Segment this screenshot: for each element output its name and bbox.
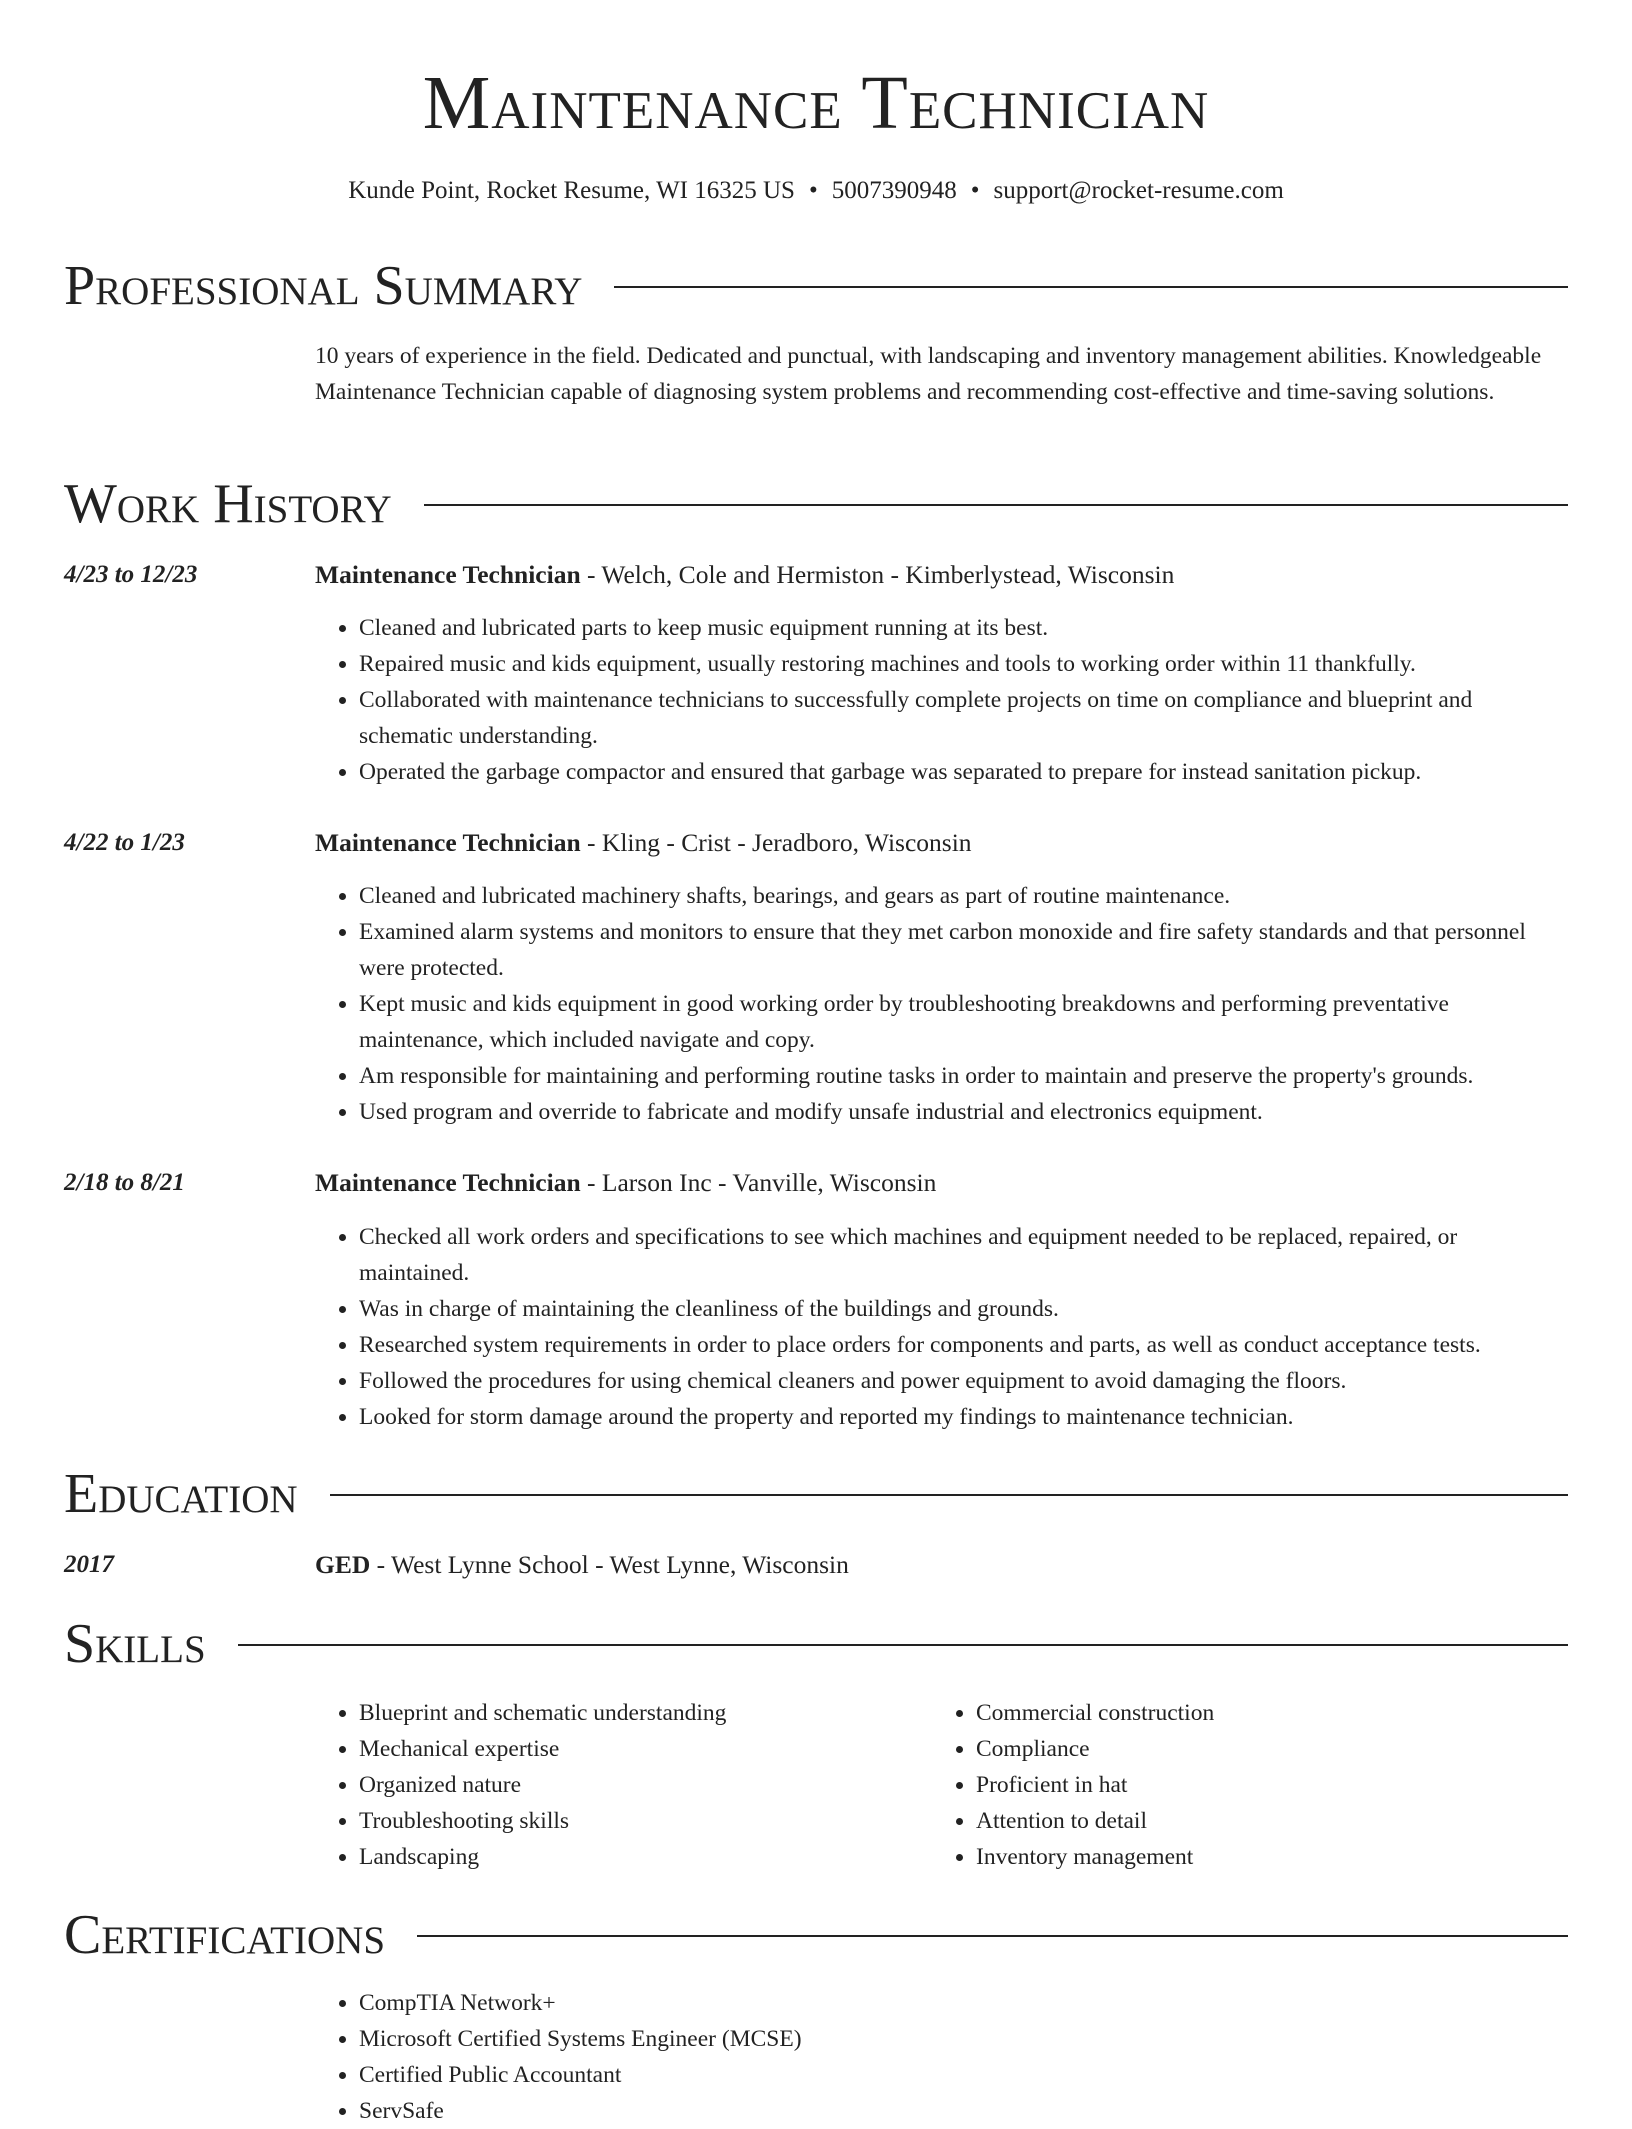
job-bullet-list <box>315 1219 1565 1435</box>
job-role: Maintenance Technician <box>315 1168 581 1197</box>
section-title-certifications: Certifications <box>64 1904 386 1966</box>
list-item: • Organized nature <box>359 1767 875 1803</box>
contact-address: Kunde Point, Rocket Resume, WI 16325 US <box>348 177 795 204</box>
job-dates: 4/22 to 1/23 <box>64 829 185 856</box>
list-item: • Am responsible for maintaining and performing routine tasks in order to maintain and preserve the property's grounds. <box>359 1058 1565 1094</box>
contact-line <box>0 174 1632 208</box>
job-role: Maintenance Technician <box>315 828 581 857</box>
job-bullet-list <box>315 878 1565 1130</box>
section-divider <box>614 286 1568 288</box>
list-item: • Inventory management <box>976 1839 1492 1875</box>
list-item: • CompTIA Network+ <box>359 1985 1565 2021</box>
list-item: • ServSafe <box>359 2093 1565 2129</box>
section-divider <box>238 1644 1568 1646</box>
list-item: • Troubleshooting skills <box>359 1803 875 1839</box>
work-section-header <box>64 472 1568 536</box>
education-year: 2017 <box>64 1551 114 1578</box>
skills-section-header <box>64 1612 1568 1676</box>
contact-phone: 5007390948 <box>831 177 957 204</box>
section-divider <box>417 1935 1568 1937</box>
list-item: • Repaired music and kids equipment, usually restoring machines and tools to working order within 11 thankfully. <box>359 646 1565 682</box>
education-section-header <box>64 1462 1568 1526</box>
list-item: • Looked for storm damage around the property and reported my findings to maintenance technician. <box>359 1399 1565 1435</box>
list-item: • Blueprint and schematic understanding <box>359 1695 875 1731</box>
contact-separator: • <box>808 177 818 204</box>
job-role: Maintenance Technician <box>315 560 581 589</box>
list-item: • Was in charge of maintaining the cleanliness of the buildings and grounds. <box>359 1291 1565 1327</box>
section-divider <box>424 504 1568 506</box>
skills-list-left <box>315 1695 875 1875</box>
certifications-section-header <box>64 1903 1568 1967</box>
list-item: • Commercial construction <box>976 1695 1492 1731</box>
list-item: • Proficient in hat <box>976 1767 1492 1803</box>
list-item: • Researched system requirements in order to place orders for components and parts, as well as conduct acceptance tests. <box>359 1327 1565 1363</box>
section-title-skills: Skills <box>64 1613 206 1675</box>
list-item: • Examined alarm systems and monitors to ensure that they met carbon monoxide and fire safety standards and that personnel were protected. <box>359 914 1565 986</box>
list-item: • Landscaping <box>359 1839 875 1875</box>
list-item: • Followed the procedures for using chemical cleaners and power equipment to avoid damaging the floors. <box>359 1363 1565 1399</box>
job-details: - Welch, Cole and Hermiston - Kimberlystead, Wisconsin <box>580 560 1175 589</box>
skills-list-right <box>932 1695 1492 1875</box>
candidate-name: Maintenance Technician <box>422 61 1210 145</box>
section-title-work: Work History <box>64 473 392 535</box>
section-title-education: Education <box>64 1463 298 1525</box>
job-dates: 4/23 to 12/23 <box>64 561 198 588</box>
list-item: • Cleaned and lubricated machinery shafts, bearings, and gears as part of routine maintenance. <box>359 878 1565 914</box>
list-item: • Compliance <box>976 1731 1492 1767</box>
list-item: • Certified Public Accountant <box>359 2057 1565 2093</box>
list-item: • Operated the garbage compactor and ensured that garbage was separated to prepare for instead sanitation pickup. <box>359 754 1565 790</box>
list-item: • Attention to detail <box>976 1803 1492 1839</box>
job-details: - Kling - Crist - Jeradboro, Wisconsin <box>580 828 972 857</box>
section-divider <box>330 1494 1568 1496</box>
section-title-summary: Professional Summary <box>64 255 583 317</box>
job-bullet-list <box>315 610 1565 790</box>
list-item: • Mechanical expertise <box>359 1731 875 1767</box>
summary-section-header <box>64 254 1568 318</box>
list-item: • Used program and override to fabricate and modify unsafe industrial and electronics equipment. <box>359 1094 1565 1130</box>
list-item: • Checked all work orders and specifications to see which machines and equipment needed to be replaced, repaired, or maintained. <box>359 1219 1565 1291</box>
contact-separator: • <box>970 177 980 204</box>
education-details: - West Lynne School - West Lynne, Wisconsin <box>370 1550 849 1579</box>
summary-text: 10 years of experience in the field. Dedicated and punctual, with landscaping and inventory management abilities. Knowledgeable Maintenance Technician capable of diagnosing system problems and recommending cost-effective and time-saving solutions. <box>315 343 1542 405</box>
job-title-line <box>315 558 1565 592</box>
job-title-line <box>315 826 1565 860</box>
job-details: - Larson Inc - Vanville, Wisconsin <box>580 1168 937 1197</box>
education-degree: GED <box>315 1550 371 1579</box>
list-item: • Kept music and kids equipment in good working order by troubleshooting breakdowns and performing preventative maintenance, which included navigate and copy. <box>359 986 1565 1058</box>
education-line <box>315 1548 1565 1582</box>
list-item: • Collaborated with maintenance technicians to successfully complete projects on time on compliance and blueprint and schematic understanding. <box>359 682 1565 754</box>
contact-email[interactable]: support@rocket-resume.com <box>993 177 1284 204</box>
job-title-line <box>315 1166 1565 1200</box>
job-dates: 2/18 to 8/21 <box>64 1169 185 1196</box>
certifications-list <box>315 1985 1565 2129</box>
list-item: • Cleaned and lubricated parts to keep music equipment running at its best. <box>359 610 1565 646</box>
list-item: • Microsoft Certified Systems Engineer (MCSE) <box>359 2021 1565 2057</box>
